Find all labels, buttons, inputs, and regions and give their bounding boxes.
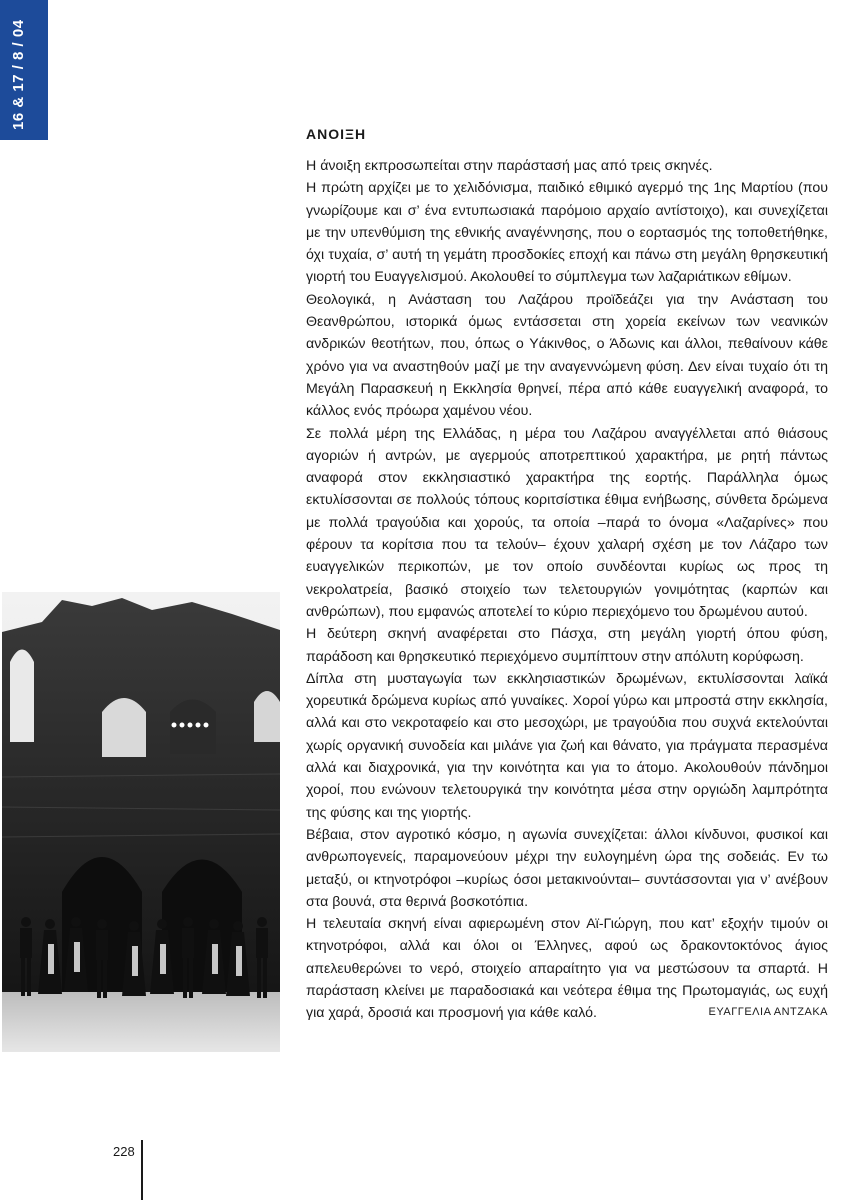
paragraph: Σε πολλά μέρη της Ελλάδας, η μέρα του Λαζάρου αναγγέλλεται από θιάσους αγοριών ή αντρών, με αγερμούς αποτρεπτικού χαρακτήρα, με ρητή πάντως αναφορά στον εκκλησιαστικό χαρακτήρα της εορτής. Παράλληλα όμως εκτυλίσσονται σε πολλούς τόπους κοριτσίστικα έθιμα ενήβωσης, σύνθετα δρώμενα με πολλά τραγούδια και χορούς, τα οποία –παρά το όνομα «Λαζαρίνες» που φέρουν τα κορίτσια που τα τελούν– έχουν χαλαρή σχέση με τον Λάζαρο των ευαγγελικών περικοπών, με τον οποίο συνδέονται κυρίως ως προς τη νεκρολατρεία, βασικό στοιχείο των τελετουργιών γονιμότητας (καρπών και ανθρώπων), που εμφανώς αποτελεί το κύριο περιεχόμενο του δρωμένου αυτού. (306, 425, 828, 620)
article-body (306, 155, 828, 1025)
paragraph: Η δεύτερη σκηνή αναφέρεται στο Πάσχα, στη μεγάλη γιορτή όπου φύση, παράδοση και θρησκευτικό περιεχόμενο συμπίπτουν στην απόλυτη κορύφωση. (306, 626, 828, 665)
paragraph: Η άνοιξη εκπροσωπείται στην παράστασή μας από τρεις σκηνές. (306, 158, 713, 174)
paragraph: Η τελευταία σκηνή είναι αφιερωμένη στον Αϊ-Γιώργη, που κατ’ εξοχήν τιμούν οι κτηνοτρόφοι, αλλά και όλοι οι Έλληνες, αφού ως δρακοντοκτόνος άγιος απελευθερώνει το νερό, στοιχείο απαραίτητο για να μεστώσουν τα σπαρτά. Η παράσταση κλείνει με παραδοσιακά και νεότερα έθιμα της Πρωτομαγιάς, ως ευχή για χαρά, δροσιά και προσμονή για κάθε καλό. (306, 916, 828, 1022)
paragraph: Η πρώτη αρχίζει με το χελιδόνισμα, παιδικό εθιμικό αγερμό της 1ης Μαρτίου (που γνωρίζουμε και σ’ ένα εντυπωσιακά παρόμοιο αρχαίο αντίστοιχο), και συνεχίζεται με την υπενθύμιση της εθνικής αναγέννησης, που ο εορτασμός της τοποθετήθηκε, όχι τυχαία, σ’ αυτή τη γεμάτη προσδοκίες εποχή και πάνω στη μεγάλη θρησκευτική γιορτή του Ευαγγελισμού. Ακολουθεί το σύμπλεγμα των λαζαριάτικων εθίμων. (306, 180, 828, 286)
article-title: ΑΝΟΙΞΗ (306, 126, 367, 142)
page-number: 228 (113, 1144, 135, 1159)
paragraph: Δίπλα στη μυσταγωγία των εκκλησιαστικών δρωμένων, εκτυλίσσονται λαϊκά χορευτικά δρώμενα κυρίως από γυναίκες. Χοροί γύρω και μπροστά στην εκκλησία, αλλά και στο νεκροταφείο και στο μεσοχώρι, με τραγούδια που συχνά εκτελούνται χωρίς οργανική συνοδεία και μιλάνε για ζωή και θάνατο, για πράγματα περασμένα αλλά και διαχρονικά, για την κοινότητα και για το άτομο. Ακολουθούν πάνδημοι χοροί, που ενώνουν τελετουργικά την κοινότητα μέσα στην οργιώδη λαμπρότητα της φύσης και της γιορτής. (306, 670, 828, 821)
date-tab (0, 0, 48, 140)
paragraph: Θεολογικά, η Ανάσταση του Λαζάρου προϊδεάζει για την Ανάσταση του Θεανθρώπου, ιστορικά όμως εντάσσεται στη χορεία εκείνων των νεανικών ανδρικών θεοτήτων, που, όπως ο Υάκινθος, ο Άδωνις και άλλοι, πεθαίνουν κάθε χρόνο για να αναστηθούν μαζί με την αναγεννώμενη φύση. Δεν είναι τυχαίο ότι τη Μεγάλη Παρασκευή η Εκκλησία θρηνεί, πέρα από κάθε ευαγγελική αναφορά, το κάλλος ενός πρόωρα χαμένου νέου. (306, 291, 828, 420)
paragraph: Βέβαια, στον αγροτικό κόσμο, η αγωνία συνεχίζεται: άλλοι κίνδυνοι, φυσικοί και ανθρωπογενείς, παραμονεύουν μέχρι την ευλογημένη ώρα της σοδειάς. Εν τω μεταξύ, οι κτηνοτρόφοι –κυρίως όσοι μετακινούνται– συντάσσονται για ν’ ανέβουν στα βουνά, στα θερινά βοσκοτόπια. (306, 826, 828, 910)
date-tab-label: 16 & 17 / 8 / 04 (10, 19, 27, 130)
author-signature: ΕΥΑΓΓΕΛΙΑ ΑΝΤΖΑΚΑ (708, 1006, 828, 1018)
dancers-photo (2, 592, 280, 1052)
page-number-rule (141, 1140, 143, 1200)
